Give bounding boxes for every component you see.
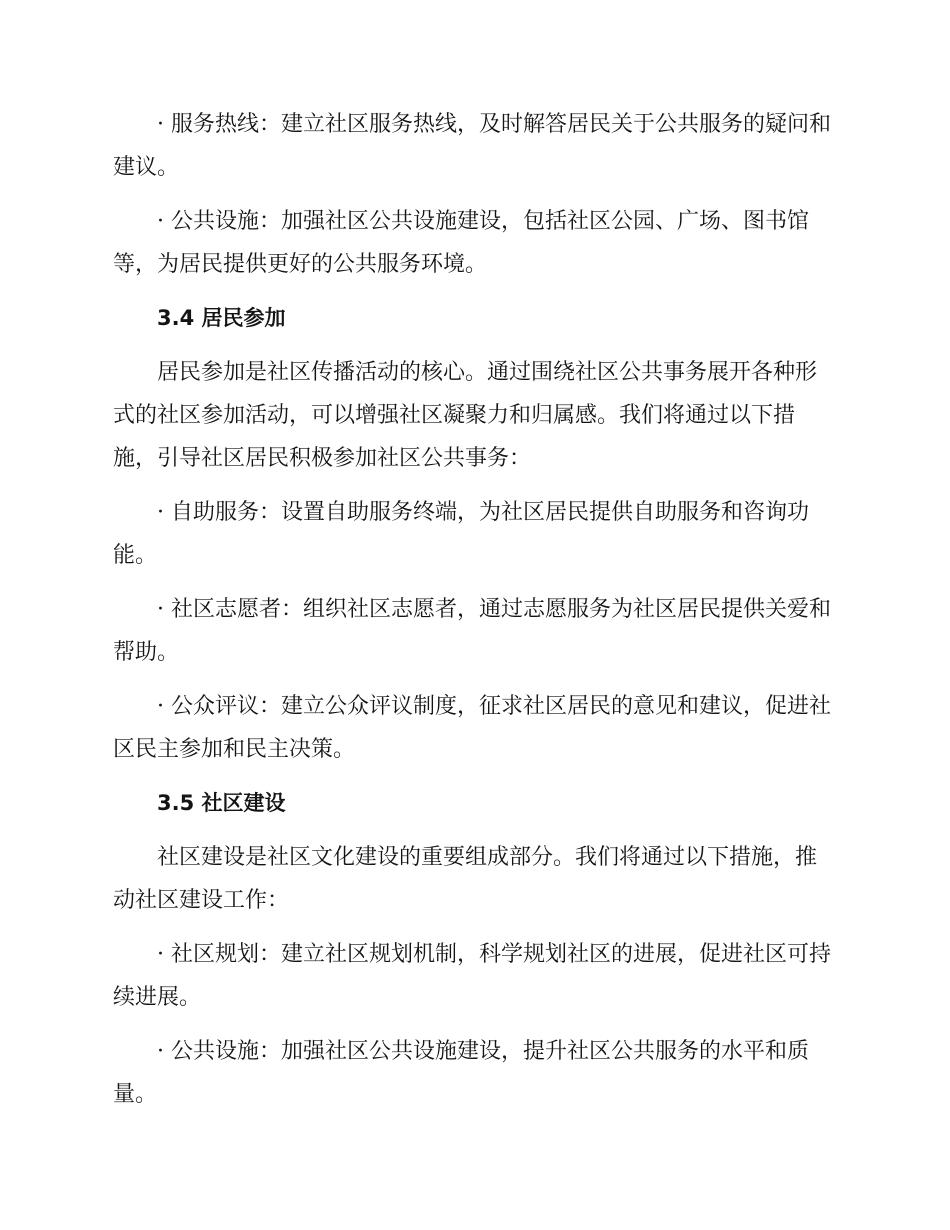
section-heading-3-4: 3.4 居民参加 xyxy=(157,306,286,330)
bullet-public-review: · 公众评议：建立公众评议制度，征求社区居民的意见和建议，促进社区民主参加和民主决策。 xyxy=(113,694,831,762)
bullet-public-facilities: · 公共设施：加强社区公共设施建设，包括社区公园、广场、图书馆等，为居民提供更好的公共服务环境。 xyxy=(113,209,809,277)
paragraph-community-building: 社区建设是社区文化建设的重要组成部分。我们将通过以下措施，推动社区建设工作： xyxy=(113,845,818,913)
bullet-community-planning: · 社区规划：建立社区规划机制，科学规划社区的进展，促进社区可持续进展。 xyxy=(113,942,831,1010)
paragraph-resident-participation: 居民参加是社区传播活动的核心。通过围绕社区公共事务展开各种形式的社区参加活动，可以增强社区凝聚力和归属感。我们将通过以下措施，引导社区居民积极参加社区公共事务： xyxy=(113,360,818,471)
bullet-volunteers: · 社区志愿者：组织社区志愿者，通过志愿服务为社区居民提供关爱和帮助。 xyxy=(113,597,831,665)
section-heading-3-5: 3.5 社区建设 xyxy=(157,791,286,815)
bullet-public-facilities-quality: · 公共设施：加强社区公共设施建设，提升社区公共服务的水平和质量。 xyxy=(113,1039,809,1107)
bullet-self-service: · 自助服务：设置自助服务终端，为社区居民提供自助服务和咨询功能。 xyxy=(113,500,809,568)
document-body xyxy=(113,103,833,1127)
bullet-service-hotline: · 服务热线：建立社区服务热线，及时解答居民关于公共服务的疑问和建议。 xyxy=(113,112,831,180)
